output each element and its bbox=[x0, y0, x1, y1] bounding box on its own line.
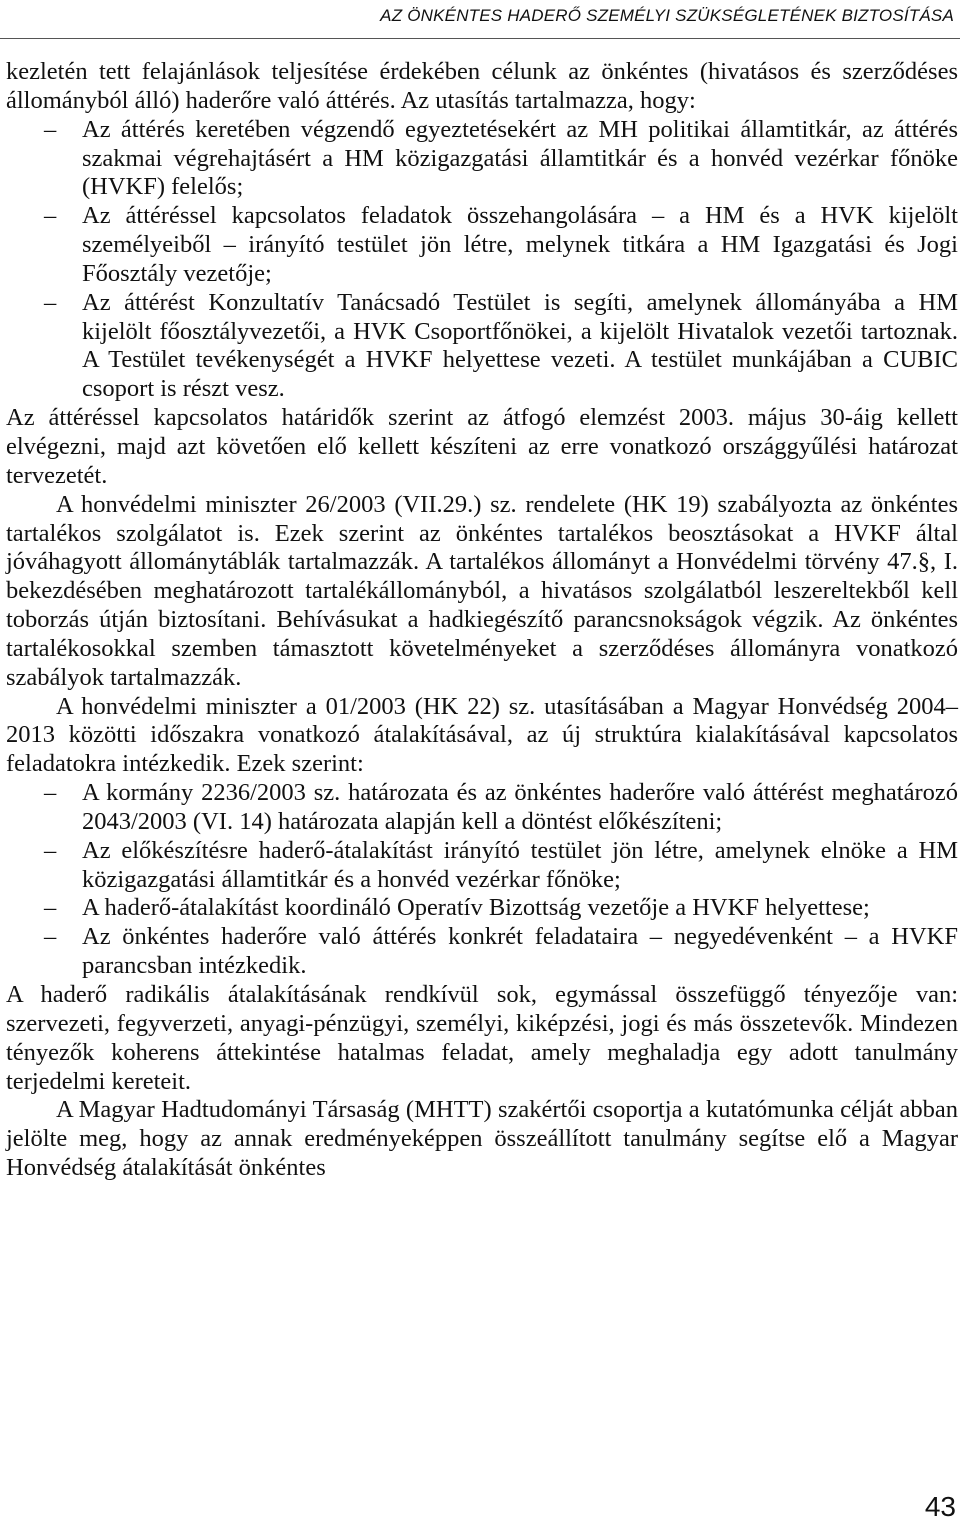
list-item-text: A kormány 2236/2003 sz. határozata és az önkéntes haderőre való áttérést meghatározó 2043/2003 (VI. 14) határozata alapján kell a döntést előkészíteni; bbox=[82, 779, 958, 835]
list-item bbox=[6, 894, 958, 923]
paragraph: A honvédelmi miniszter 26/2003 (VII.29.) sz. rendelete (HK 19) szabályozta az önkéntes tartalékos szolgálatot is. Ezek szerint az önkéntes tartalékos beosztásokat a HVKF által jóváhagyott állománytáblák tartalmazzák. A tartalékos állományt a Honvédelmi törvény 47.§, I. bekezdésében meghatározott tartalékállományból, a hivatásos szolgálatból leszereltekből kell toborzás útján biztosítani. Behívásukat a hadkiegészítő parancsnokságok végzik. Az önkéntes tartalékosokkal szemben támasztott követelményeket a szerződéses állományra vonatkozó szabályok tartalmazzák. bbox=[6, 490, 958, 691]
list-item-text: Az áttérést Konzultatív Tanácsadó Testület is segíti, amelynek állományába a HM kijelölt főosztályvezetői, a HVK Csoportfőnökei, a kijelölt Hivatalok vezetői tartoznak. A Testület tevékenységét a HVKF helyettese vezeti. A testület munkájában a CUBIC csoport is részt vesz. bbox=[82, 288, 958, 403]
list-item-text: Az áttérés keretében végzendő egyeztetésekért az MH politikai államtitkár, az áttérés szakmai végrehajtásért a HM közigazgatási államtitkár és a honvéd vezérkar főnöke (HVKF) felelős; bbox=[82, 115, 958, 201]
list-item bbox=[6, 837, 958, 895]
paragraph: A honvédelmi miniszter a 01/2003 (HK 22) sz. utasításában a Magyar Honvédség 2004–2013 közötti időszakra vonatkozó átalakításával, az új struktúra kialakításával kapcsolatos feladatokra intézkedik. Ezek szerint: bbox=[6, 692, 958, 778]
running-header: AZ ÖNKÉNTES HADERŐ SZEMÉLYI SZÜKSÉGLETÉNEK BIZTOSÍTÁSA bbox=[380, 6, 954, 25]
dash-bullet: – bbox=[44, 202, 57, 230]
paragraph: A Magyar Hadtudományi Társaság (MHTT) szakértői csoportja a kutatómunka célját abban jelölte meg, hogy az annak eredményeképpen összeállított tanulmány segítse elő a Magyar Honvédség átalakítását önkéntes bbox=[6, 1096, 958, 1182]
page-number: 43 bbox=[924, 1491, 956, 1522]
list-item bbox=[6, 289, 958, 404]
list-item-text: A haderő-átalakítást koordináló Operatív Bizottság vezetője a HVKF helyettese; bbox=[82, 894, 870, 922]
page-body bbox=[6, 58, 958, 1183]
dash-bullet: – bbox=[44, 923, 57, 951]
list-item bbox=[6, 116, 958, 203]
paragraph: kezletén tett felajánlások teljesítése érdekében célunk az önkéntes (hivatásos és szerződéses állományból álló) haderőre való áttérés. Az utasítás tartalmazza, hogy: bbox=[6, 58, 958, 114]
list-item-text: Az előkészítésre haderő-átalakítást irányító testület jön létre, amelynek elnöke a HM közigazgatási államtitkár és a honvéd vezérkar főnöke; bbox=[82, 836, 958, 893]
paragraph: Az áttéréssel kapcsolatos határidők szerint az átfogó elemzést 2003. május 30-áig kellett elvégezni, majd azt követően elő kellett készíteni az erre vonatkozó országgyűlési határozat tervezetét. bbox=[6, 404, 958, 489]
dash-bullet: – bbox=[44, 288, 57, 316]
dash-bullet: – bbox=[44, 894, 57, 922]
dash-bullet: – bbox=[44, 836, 57, 864]
dash-bullet: – bbox=[44, 115, 57, 143]
dash-bullet: – bbox=[44, 779, 57, 807]
paragraph: A haderő radikális átalakításának rendkívül sok, egymással összefüggő tényezője van: szervezeti, fegyverzeti, anyagi-pénzügyi, személyi, kiképzési, jogi és más összetevők. Mindezen tényezők koherens áttekintése hatalmas feladat, amely meghaladja egy adott tanulmány terjedelmi kereteit. bbox=[6, 981, 958, 1095]
list-item bbox=[6, 923, 958, 981]
header-rule bbox=[0, 38, 960, 39]
list-item-text: Az önkéntes haderőre való áttérés konkrét feladataira – negyedévenként – a HVKF parancsban intézkedik. bbox=[82, 923, 958, 980]
list-item-text: Az áttéréssel kapcsolatos feladatok összehangolására – a HM és a HVK kijelölt személyeiből – irányító testület jön létre, melynek titkára a HM Igazgatási és Jogi Főosztály vezetője; bbox=[82, 202, 958, 287]
list-item bbox=[6, 202, 958, 289]
list-item bbox=[6, 779, 958, 837]
